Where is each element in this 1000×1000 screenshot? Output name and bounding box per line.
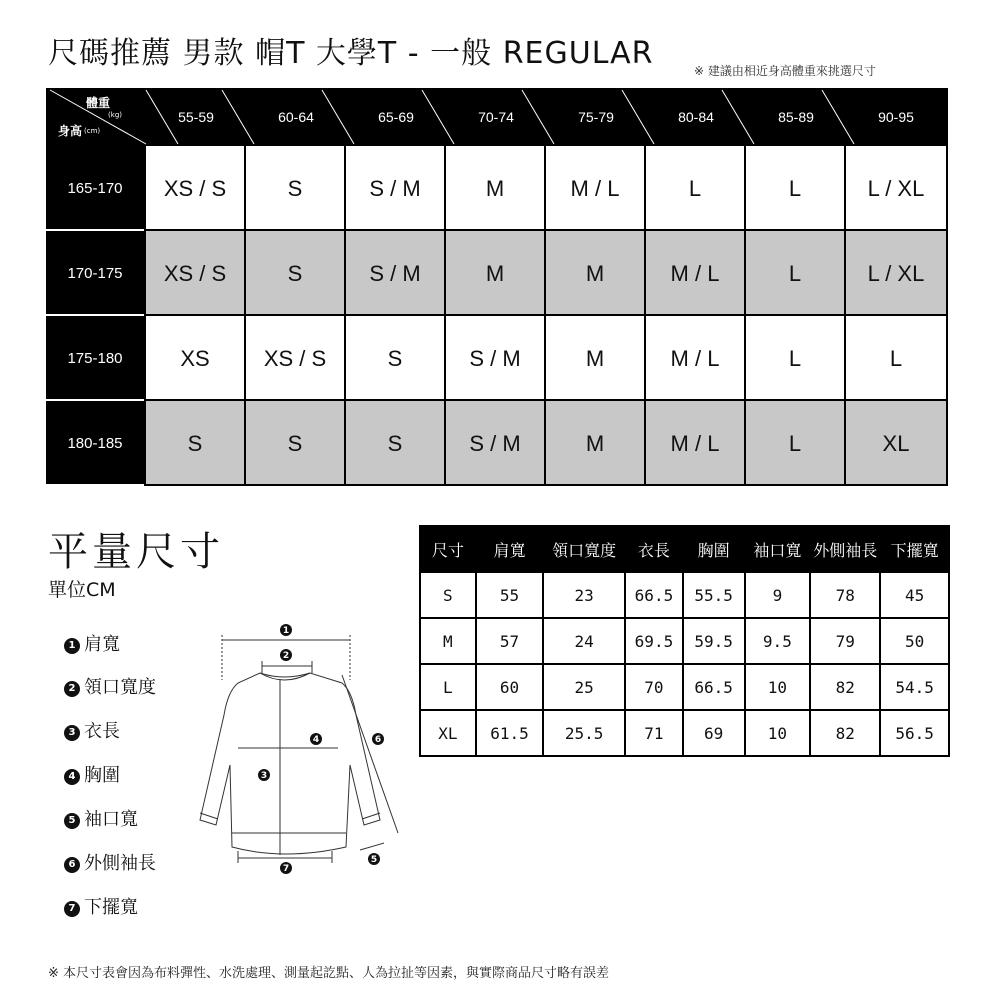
size-cell: XS / S xyxy=(244,316,344,401)
weight-label: 體重 xyxy=(85,96,110,110)
size-recommendation-table xyxy=(46,88,948,488)
table-cell: XL xyxy=(420,710,476,756)
table-row xyxy=(420,664,949,710)
table-cell: 56.5 xyxy=(880,710,949,756)
size-cell: S xyxy=(144,401,244,486)
number-badge-icon: 7 xyxy=(64,901,80,917)
legend-item xyxy=(64,897,138,919)
table-cell: 10 xyxy=(745,710,811,756)
size-cell: M xyxy=(444,231,544,316)
table-cell: 10 xyxy=(745,664,811,710)
size-cell: M xyxy=(544,316,644,401)
legend-label: 下擺寬 xyxy=(84,897,138,918)
table-cell: 55.5 xyxy=(683,572,745,618)
size-cell: S xyxy=(344,401,444,486)
table-cell: 61.5 xyxy=(476,710,544,756)
weight-header-row xyxy=(46,88,948,146)
size-cell: XS / S xyxy=(144,231,244,316)
number-badge-icon: 2 xyxy=(64,681,80,697)
legend-item xyxy=(64,677,156,699)
table-cell: 57 xyxy=(476,618,544,664)
table-cell: 66.5 xyxy=(625,572,683,618)
column-header: 胸圍 xyxy=(683,526,745,572)
height-row xyxy=(46,401,948,486)
size-cell: M xyxy=(544,231,644,316)
size-cell: M / L xyxy=(644,316,744,401)
diagram-mark-4: 4 xyxy=(312,735,320,745)
height-row xyxy=(46,231,948,316)
legend-label: 外側袖長 xyxy=(84,853,156,874)
table-cell: 66.5 xyxy=(683,664,745,710)
number-badge-icon: 4 xyxy=(64,769,80,785)
size-cell: XL xyxy=(844,401,948,486)
diagram-mark-1: 1 xyxy=(282,626,290,636)
weight-col: 60-64 xyxy=(278,109,314,125)
size-cell: L xyxy=(744,231,844,316)
size-cell: M / L xyxy=(544,146,644,231)
weight-col: 55-59 xyxy=(178,109,214,125)
height-cell: 180-185 xyxy=(46,401,144,486)
size-cell: S xyxy=(244,231,344,316)
page-title: 尺碼推薦 男款 帽T 大學T - 一般 REGULAR xyxy=(48,36,654,71)
weight-col: 85-89 xyxy=(778,109,814,125)
number-badge-icon: 3 xyxy=(64,725,80,741)
diagram-mark-5: 5 xyxy=(370,855,378,865)
size-cell: S / M xyxy=(444,316,544,401)
size-cell: L xyxy=(744,316,844,401)
selection-note: ※ 建議由相近身高體重來挑選尺寸 xyxy=(694,64,876,78)
legend-label: 袖口寬 xyxy=(84,809,138,830)
height-cell: 165-170 xyxy=(46,146,144,231)
size-cell: S xyxy=(244,401,344,486)
table-cell: 69 xyxy=(683,710,745,756)
table-cell: L xyxy=(420,664,476,710)
weight-col: 65-69 xyxy=(378,109,414,125)
size-cell: M xyxy=(544,401,644,486)
size-cell: XS / S xyxy=(144,146,244,231)
height-label: 身高 xyxy=(58,124,83,138)
table-cell: 45 xyxy=(880,572,949,618)
table-cell: 9 xyxy=(745,572,811,618)
legend-item xyxy=(64,721,120,743)
diagram-mark-6: 6 xyxy=(374,735,382,745)
size-cell: S xyxy=(244,146,344,231)
table-cell: 54.5 xyxy=(880,664,949,710)
number-badge-icon: 5 xyxy=(64,813,80,829)
table-cell: 9.5 xyxy=(745,618,811,664)
size-cell: S / M xyxy=(444,401,544,486)
size-cell: L / XL xyxy=(844,231,948,316)
table-cell: 23 xyxy=(543,572,625,618)
size-cell: L xyxy=(644,146,744,231)
diagram-mark-7: 7 xyxy=(282,864,290,874)
table-cell: 25.5 xyxy=(543,710,625,756)
weight-unit: (kg) xyxy=(108,111,122,119)
column-header: 衣長 xyxy=(625,526,683,572)
table-cell: 69.5 xyxy=(625,618,683,664)
size-cell: L / XL xyxy=(844,146,948,231)
height-cell: 175-180 xyxy=(46,316,144,401)
shirt-measurement-diagram xyxy=(180,615,410,915)
unit-label: 單位CM xyxy=(48,579,116,601)
weight-col: 80-84 xyxy=(678,109,714,125)
size-cell: L xyxy=(744,401,844,486)
legend-item xyxy=(64,765,120,787)
table-cell: 55 xyxy=(476,572,544,618)
height-row xyxy=(46,316,948,401)
legend-label: 衣長 xyxy=(84,721,120,742)
column-header: 下擺寬 xyxy=(880,526,949,572)
height-unit: (cm) xyxy=(84,127,101,135)
weight-col: 70-74 xyxy=(478,109,514,125)
table-cell: 25 xyxy=(543,664,625,710)
table-row xyxy=(420,710,949,756)
table-cell: M xyxy=(420,618,476,664)
legend-label: 肩寬 xyxy=(84,634,120,655)
table-cell: S xyxy=(420,572,476,618)
table-cell: 24 xyxy=(543,618,625,664)
size-cell: M xyxy=(444,146,544,231)
table-cell: 82 xyxy=(810,710,880,756)
table-cell: 59.5 xyxy=(683,618,745,664)
legend-item xyxy=(64,853,156,875)
flat-measure-title: 平量尺寸 xyxy=(48,529,224,575)
disclaimer-note: ※ 本尺寸表會因為布料彈性、水洗處理、測量起訖點、人為拉扯等因素，與實際商品尺寸略有誤差 xyxy=(48,966,610,981)
table-row xyxy=(420,572,949,618)
legend-item xyxy=(64,634,120,656)
weight-col: 75-79 xyxy=(578,109,614,125)
weight-col: 90-95 xyxy=(878,109,914,125)
diagram-mark-3: 3 xyxy=(260,771,268,781)
table-cell: 82 xyxy=(810,664,880,710)
column-header: 袖口寬 xyxy=(745,526,811,572)
table-cell: 60 xyxy=(476,664,544,710)
number-badge-icon: 6 xyxy=(64,857,80,873)
legend-label: 領口寬度 xyxy=(84,677,156,698)
height-cell: 170-175 xyxy=(46,231,144,316)
size-cell: M / L xyxy=(644,231,744,316)
size-cell: S / M xyxy=(344,231,444,316)
size-cell: XS xyxy=(144,316,244,401)
table-cell: 78 xyxy=(810,572,880,618)
number-badge-icon: 1 xyxy=(64,638,80,654)
legend-item xyxy=(64,809,138,831)
diagram-mark-2: 2 xyxy=(282,651,290,661)
table-cell: 70 xyxy=(625,664,683,710)
height-row xyxy=(46,146,948,231)
size-cell: M / L xyxy=(644,401,744,486)
table-cell: 71 xyxy=(625,710,683,756)
table-row xyxy=(420,618,949,664)
column-header: 外側袖長 xyxy=(810,526,880,572)
legend-label: 胸圍 xyxy=(84,765,120,786)
measurements-table xyxy=(419,525,950,757)
size-cell: L xyxy=(744,146,844,231)
header-slash-dividers xyxy=(46,88,948,146)
shirt-outline-icon xyxy=(200,673,380,854)
column-header: 領口寬度 xyxy=(543,526,625,572)
column-header: 肩寬 xyxy=(476,526,544,572)
size-cell: L xyxy=(844,316,948,401)
table-header-row xyxy=(420,526,949,572)
table-cell: 50 xyxy=(880,618,949,664)
table-cell: 79 xyxy=(810,618,880,664)
column-header: 尺寸 xyxy=(420,526,476,572)
size-cell: S / M xyxy=(344,146,444,231)
size-cell: S xyxy=(344,316,444,401)
